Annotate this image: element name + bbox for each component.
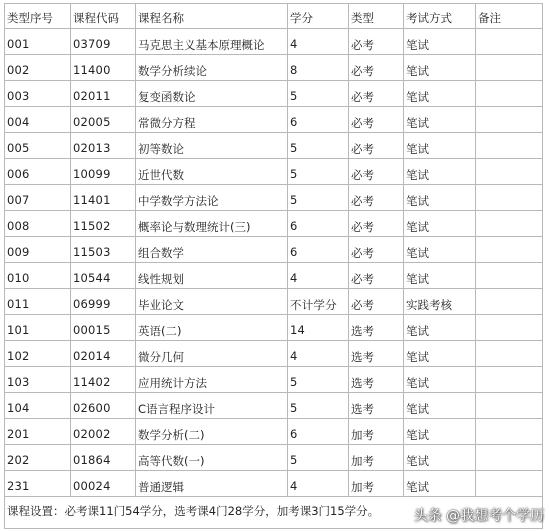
cell-remarks [476,107,543,133]
cell-course-name: 中学数学方法论 [136,185,288,211]
header-course-code: 课程代码 [71,4,136,29]
header-credits: 学分 [288,4,349,29]
table-row [5,107,543,133]
table-row [5,237,543,263]
watermark-text: 头条 @我想考个学历 [413,508,544,524]
cell-exam-method: 笔试 [404,419,476,445]
cell-remarks [476,133,543,159]
cell-type: 必考 [349,55,404,81]
cell-exam-method: 笔试 [404,367,476,393]
cell-type: 必考 [349,133,404,159]
cell-course-code: 03709 [71,29,136,55]
cell-course-code: 06999 [71,289,136,315]
cell-course-name: 常微分方程 [136,107,288,133]
cell-course-name: 微分几何 [136,341,288,367]
cell-exam-method: 笔试 [404,133,476,159]
cell-course-code: 00015 [71,315,136,341]
cell-type: 必考 [349,263,404,289]
table-row [5,81,543,107]
cell-remarks [476,341,543,367]
cell-course-name: 毕业论文 [136,289,288,315]
cell-remarks [476,159,543,185]
cell-credits: 6 [288,237,349,263]
header-exam-method: 考试方式 [404,4,476,29]
cell-type: 必考 [349,211,404,237]
cell-type: 选考 [349,367,404,393]
cell-course-code: 11402 [71,367,136,393]
cell-type-number: 104 [5,393,71,419]
cell-course-code: 02600 [71,393,136,419]
table-row [5,55,543,81]
cell-course-code: 02005 [71,107,136,133]
cell-type: 加考 [349,471,404,497]
cell-course-code: 02014 [71,341,136,367]
cell-course-name: 英语(二) [136,315,288,341]
cell-type: 必考 [349,185,404,211]
cell-type-number: 101 [5,315,71,341]
cell-credits: 4 [288,341,349,367]
cell-credits: 5 [288,185,349,211]
cell-type: 选考 [349,393,404,419]
cell-remarks [476,315,543,341]
cell-exam-method: 笔试 [404,159,476,185]
cell-credits: 14 [288,315,349,341]
cell-course-code: 02011 [71,81,136,107]
cell-exam-method: 笔试 [404,315,476,341]
cell-credits: 6 [288,107,349,133]
table-row [5,471,543,497]
cell-course-code: 00024 [71,471,136,497]
cell-credits: 6 [288,211,349,237]
cell-course-name: 普通逻辑 [136,471,288,497]
cell-remarks [476,237,543,263]
cell-exam-method: 笔试 [404,29,476,55]
cell-type-number: 007 [5,185,71,211]
cell-course-code: 11400 [71,55,136,81]
cell-credits: 6 [288,419,349,445]
cell-type: 必考 [349,29,404,55]
cell-type: 必考 [349,159,404,185]
cell-course-code: 10099 [71,159,136,185]
cell-type-number: 004 [5,107,71,133]
cell-remarks [476,393,543,419]
cell-type-number: 103 [5,367,71,393]
cell-type-number: 003 [5,81,71,107]
cell-remarks [476,263,543,289]
table-row [5,419,543,445]
header-row [5,4,543,29]
cell-remarks [476,367,543,393]
cell-type-number: 002 [5,55,71,81]
cell-course-code: 02002 [71,419,136,445]
cell-course-name: 线性规划 [136,263,288,289]
table-row [5,393,543,419]
cell-credits: 5 [288,159,349,185]
cell-course-name: C语言程序设计 [136,393,288,419]
table-row [5,315,543,341]
cell-type-number: 011 [5,289,71,315]
cell-remarks [476,211,543,237]
cell-remarks [476,81,543,107]
cell-credits: 5 [288,133,349,159]
table-row [5,341,543,367]
cell-type: 加考 [349,445,404,471]
cell-type: 选考 [349,315,404,341]
table-row [5,29,543,55]
cell-remarks [476,419,543,445]
cell-remarks [476,471,543,497]
cell-type-number: 009 [5,237,71,263]
cell-credits: 4 [288,263,349,289]
cell-exam-method: 笔试 [404,263,476,289]
cell-type: 必考 [349,237,404,263]
cell-course-code: 02013 [71,133,136,159]
cell-course-name: 组合数学 [136,237,288,263]
table-row [5,445,543,471]
cell-credits: 8 [288,55,349,81]
cell-course-code: 11401 [71,185,136,211]
cell-exam-method: 笔试 [404,211,476,237]
cell-exam-method: 笔试 [404,393,476,419]
cell-exam-method: 笔试 [404,55,476,81]
table-row [5,133,543,159]
cell-type-number: 006 [5,159,71,185]
cell-credits: 5 [288,367,349,393]
header-course-name: 课程名称 [136,4,288,29]
cell-credits: 5 [288,393,349,419]
cell-course-name: 数学分析(二) [136,419,288,445]
cell-credits: 4 [288,471,349,497]
cell-course-name: 高等代数(一) [136,445,288,471]
table-row [5,367,543,393]
cell-course-code: 01864 [71,445,136,471]
cell-course-name: 近世代数 [136,159,288,185]
cell-exam-method: 笔试 [404,237,476,263]
cell-course-name: 数学分析续论 [136,55,288,81]
cell-exam-method: 笔试 [404,471,476,497]
cell-course-name: 马克思主义基本原理概论 [136,29,288,55]
table-body [5,29,543,497]
table-row [5,263,543,289]
cell-exam-method: 实践考核 [404,289,476,315]
cell-exam-method: 笔试 [404,445,476,471]
course-summary: 课程设置：必考课11门54学分，选考课4门28学分，加考课3门15学分。 [5,497,543,529]
table-row [5,211,543,237]
cell-exam-method: 笔试 [404,81,476,107]
cell-course-code: 10544 [71,263,136,289]
cell-remarks [476,29,543,55]
table-row [5,185,543,211]
cell-remarks [476,55,543,81]
cell-type-number: 201 [5,419,71,445]
header-type: 类型 [349,4,404,29]
cell-type: 必考 [349,107,404,133]
cell-type-number: 005 [5,133,71,159]
cell-remarks [476,445,543,471]
table-row [5,289,543,315]
cell-exam-method: 笔试 [404,185,476,211]
cell-course-code: 11502 [71,211,136,237]
cell-credits: 5 [288,81,349,107]
cell-type-number: 202 [5,445,71,471]
cell-course-name: 复变函数论 [136,81,288,107]
cell-course-code: 11503 [71,237,136,263]
cell-exam-method: 笔试 [404,107,476,133]
cell-course-name: 概率论与数理统计(三) [136,211,288,237]
cell-type-number: 008 [5,211,71,237]
cell-credits: 4 [288,29,349,55]
header-remarks: 备注 [476,4,543,29]
cell-remarks [476,185,543,211]
cell-type: 必考 [349,289,404,315]
table-row [5,159,543,185]
course-table [4,3,543,529]
cell-type: 选考 [349,341,404,367]
cell-type-number: 001 [5,29,71,55]
cell-credits: 不计学分 [288,289,349,315]
table-header [5,4,543,29]
cell-type-number: 102 [5,341,71,367]
cell-course-name: 初等数论 [136,133,288,159]
cell-type-number: 231 [5,471,71,497]
cell-type-number: 010 [5,263,71,289]
cell-remarks [476,289,543,315]
cell-course-name: 应用统计方法 [136,367,288,393]
cell-type: 必考 [349,81,404,107]
header-type-number: 类型序号 [5,4,71,29]
cell-exam-method: 笔试 [404,341,476,367]
cell-type: 加考 [349,419,404,445]
cell-credits: 5 [288,445,349,471]
